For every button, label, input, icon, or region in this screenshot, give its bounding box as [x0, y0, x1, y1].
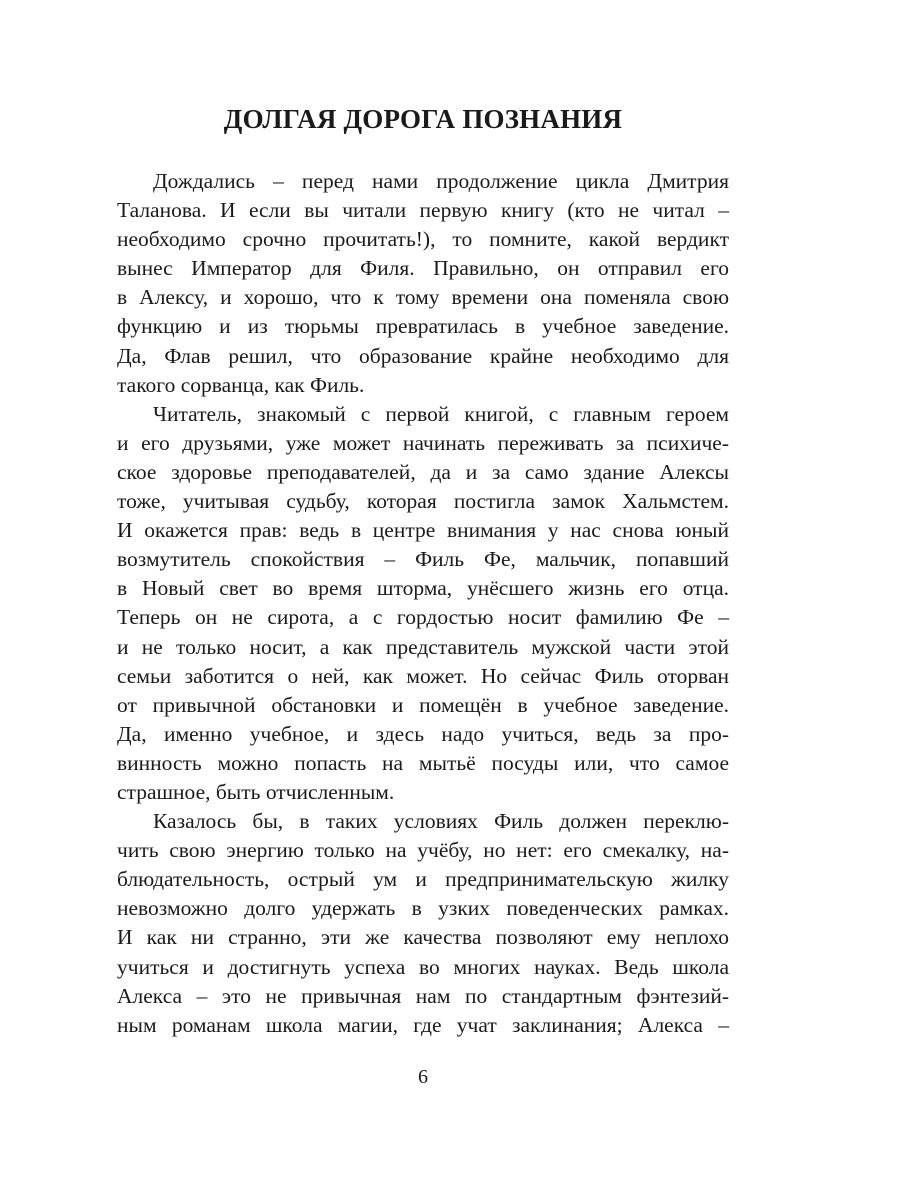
text-line: И как ни странно, эти же качества позволяют ему неплохо — [117, 925, 729, 950]
text-line: ным романам школа магии, где учат заклинания; Алекса – — [117, 1012, 729, 1037]
page-number: 6 — [418, 1066, 428, 1088]
text-line: Дождались – перед нами продолжение цикла Дмитрия — [153, 169, 729, 193]
text-line: вынес Император для Филя. Правильно, он отправил его — [117, 256, 729, 281]
text-line: винность можно попасть на мытьё посуды или, что самое — [117, 750, 729, 775]
text-line: невозможно долго удержать в узких поведенческих рамках. — [117, 896, 729, 921]
text-line: Таланова. И если вы читали первую книгу (кто не читал – — [117, 198, 729, 223]
chapter-title: ДОЛГАЯ ДОРОГА ПОЗНАНИЯ — [223, 104, 623, 134]
text-line: необходимо срочно прочитать!), то помните, какой вердикт — [117, 227, 729, 252]
body-text — [117, 167, 729, 1040]
paragraph-2 — [117, 400, 729, 807]
book-page — [117, 0, 729, 1200]
text-line: Казалось бы, в таких условиях Филь должен переклю- — [153, 809, 729, 834]
text-line: и его друзьями, уже может начинать переживать за психиче- — [117, 430, 729, 455]
text-line: ское здоровье преподавателей, да и за само здание Алексы — [117, 459, 729, 484]
text-line: Да, именно учебное, и здесь надо учиться, ведь за про- — [117, 721, 729, 746]
text-line: и не только носит, а как представитель мужской части этой — [117, 634, 729, 659]
text-line: Алекса – это не привычная нам по стандартным фэнтезий- — [117, 983, 729, 1008]
text-line: от привычной обстановки и помещён в учебное заведение. — [117, 692, 729, 717]
text-line: возмутитель спокойствия – Филь Фе, мальчик, попавший — [117, 547, 729, 572]
text-line: И окажется прав: ведь в центре внимания у нас снова юный — [117, 518, 729, 543]
text-line: функцию и из тюрьмы превратилась в учебное заведение. — [117, 314, 729, 339]
text-line: блюдательность, острый ум и предпринимательскую жилку — [117, 867, 729, 892]
text-line: в Алексу, и хорошо, что к тому времени она поменяла свою — [117, 285, 729, 310]
paragraph-1 — [117, 167, 729, 400]
text-line: учиться и достигнуть успеха во многих науках. Ведь школа — [117, 954, 729, 979]
text-line: Теперь он не сирота, а с гордостью носит фамилию Фе – — [117, 605, 729, 630]
text-line: чить свою энергию только на учёбу, но нет: его смекалку, на- — [117, 838, 729, 863]
paragraph-3 — [117, 807, 729, 1040]
text-line: семьи заботится о ней, как может. Но сейчас Филь оторван — [117, 663, 729, 688]
text-line: такого сорванца, как Филь. — [117, 372, 365, 397]
text-line: в Новый свет во время шторма, унёсшего жизнь его отца. — [117, 576, 729, 601]
text-line: тоже, учитывая судьбу, которая постигла замок Хальмстем. — [117, 489, 729, 514]
text-line: Да, Флав решил, что образование крайне необходимо для — [117, 343, 729, 368]
text-line: страшное, быть отчисленным. — [117, 779, 395, 804]
text-line: Читатель, знакомый с первой книгой, с главным героем — [153, 401, 729, 426]
